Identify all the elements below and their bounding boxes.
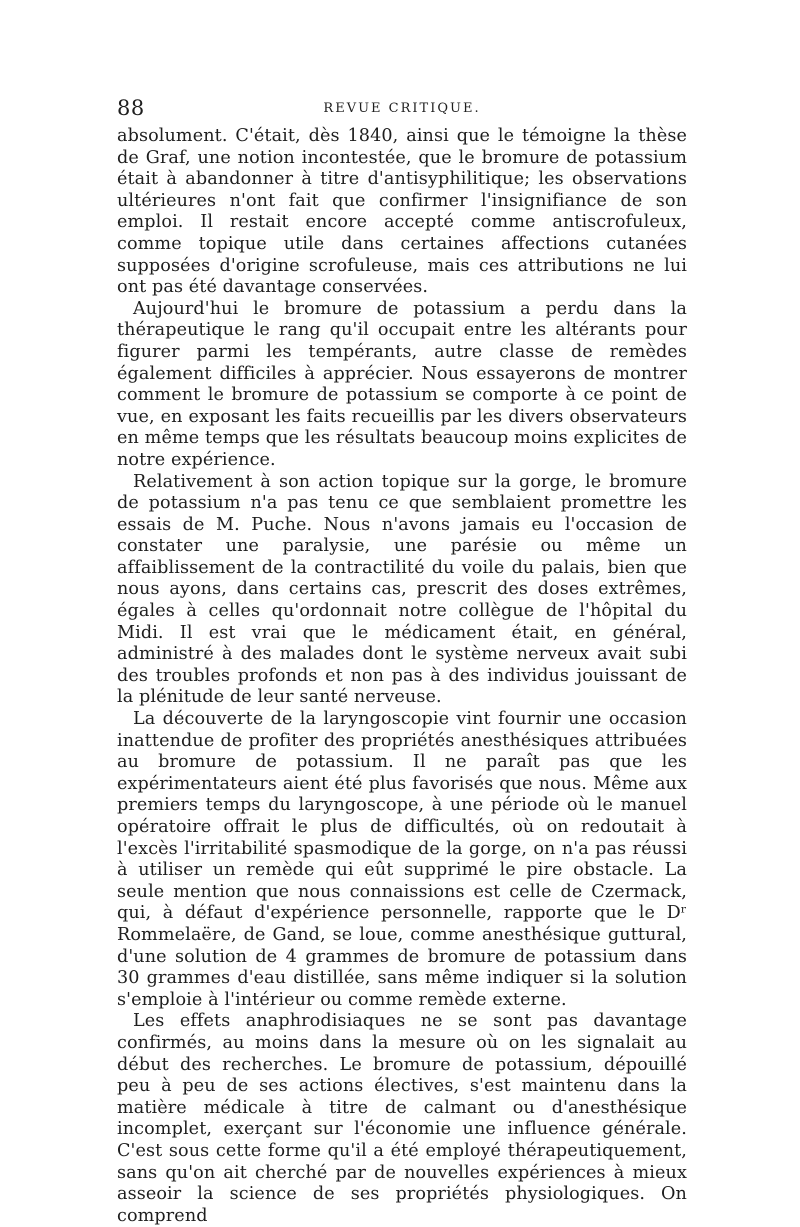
- paragraph: Relativement à son action topique sur la gorge, le bromure de potassium n'a pas tenu ce que semblaient promettre les essais de M. Puche. Nous n'avons jamais eu l'occasion de constater une paralysie, une parésie ou même un affaiblissement de la contractilité du voile du palais, bien que nous ayons, dans certains cas, prescrit des doses extrêmes, égales à celles qu'ordonnait notre collègue de l'hôpital du Midi. Il est vrai que le médicament était, en général, administré à des malades dont le système nerveux avait subi des troubles profonds et non pas à des individus jouissant de la plénitude de leur santé nerveuse.: [117, 471, 687, 708]
- body-text: [117, 126, 687, 1227]
- paragraph: La découverte de la laryngoscopie vint fournir une occasion inattendue de profiter des propriétés anesthésiques attribuées au bromure de potassium. Il ne paraît pas que les expérimentateurs aient été plus favorisés que nous. Même aux premiers temps du laryngoscope, à une période où le manuel opératoire offrait le plus de difficultés, où on redoutait à l'excès l'irritabilité spasmodique de la gorge, on n'a pas réussi à utiliser un remède qui eût supprimé le pire obstacle. La seule mention que nous connaissions est celle de Czermack, qui, à défaut d'expérience personnelle, rapporte que le Dʳ Rommelaëre, de Gand, se loue, comme anesthésique guttural, d'une solution de 4 grammes de bromure de potassium dans 30 grammes d'eau distillée, sans même indiquer si la solution s'emploie à l'intérieur ou comme remède externe.: [117, 709, 687, 1010]
- paragraph: Aujourd'hui le bromure de potassium a perdu dans la thérapeutique le rang qu'il occupait entre les altérants pour figurer parmi les tempérants, autre classe de remèdes également difficiles à apprécier. Nous essayerons de montrer comment le bromure de potassium se comporte à ce point de vue, en exposant les faits recueillis par les divers observateurs en même temps que les résultats beaucoup moins explicites de notre expérience.: [117, 298, 687, 470]
- running-head: REVUE CRITIQUE.: [323, 101, 481, 116]
- paragraph-continued: absolument. C'était, dès 1840, ainsi que le témoigne la thèse de Graf, une notion incontestée, que le bromure de potassium était à abandonner à titre d'antisyphilitique; les observations ultérieures n'ont fait que confirmer l'insignifiance de son emploi. Il restait encore accepté comme antiscrofuleux, comme topique utile dans certaines affections cutanées supposées d'origine scrofuleuse, mais ces attributions ne lui ont pas été davantage conservées.: [117, 126, 687, 298]
- paragraph: Les effets anaphrodisiaques ne se sont pas davantage confirmés, au moins dans la mesure où on les signalait au début des recherches. Le bromure de potassium, dépouillé peu à peu de ses actions électives, s'est maintenu dans la matière médicale à titre de calmant ou d'anesthésique incomplet, exerçant sur l'économie une influence générale. C'est sous cette forme qu'il a été employé thérapeutiquement, sans qu'on ait cherché par de nouvelles expériences à mieux asseoir la science de ses propriétés physiologiques. On comprend: [117, 1011, 687, 1226]
- page-number: 88: [117, 96, 145, 120]
- page-header: [117, 96, 687, 124]
